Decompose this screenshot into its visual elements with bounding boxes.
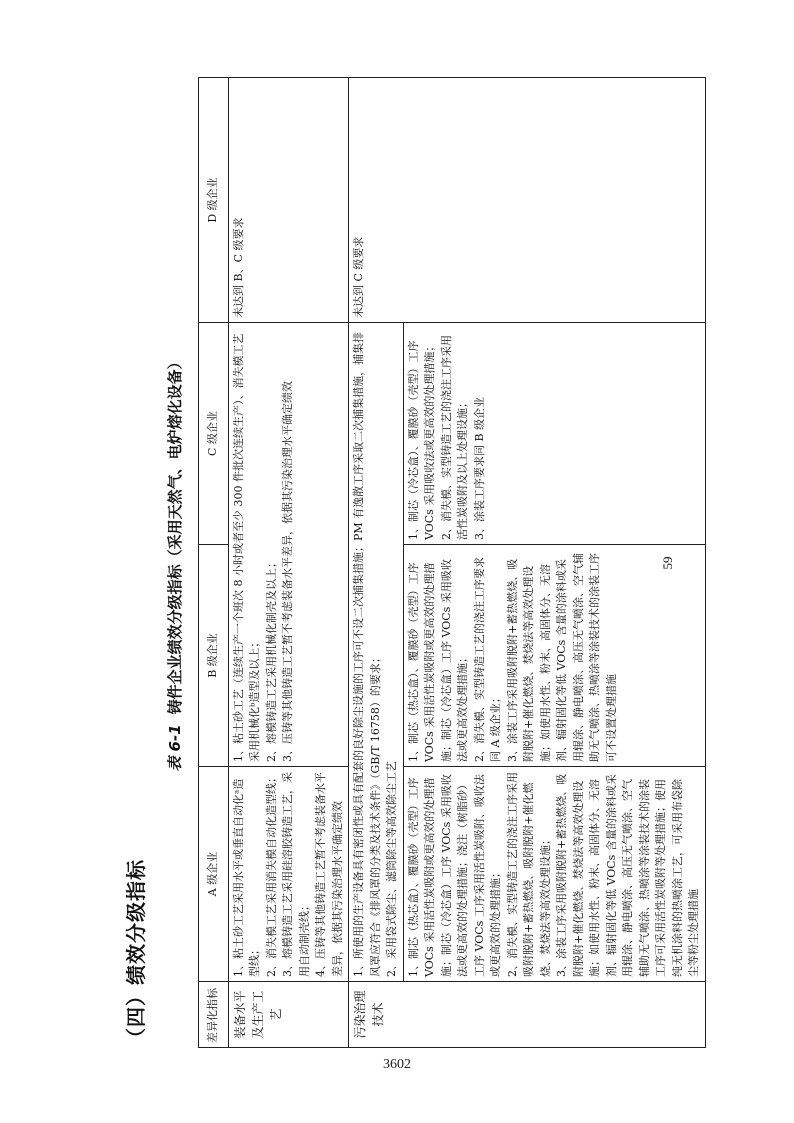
- header-indicator: 差异化指标: [199, 982, 229, 1048]
- row-label-equipment: 装备水平及生产工艺: [228, 982, 349, 1048]
- pollution-c-item: 2、消失模、实型铸造工艺的浇注工序采用活性炭吸附及以上处理设施；: [439, 335, 469, 540]
- table-number: 表 6-1: [166, 724, 184, 772]
- pollution-c-item: 3、涂装工序要求同 B 级企业: [472, 396, 486, 540]
- section-title: （四）绩效分级指标: [124, 859, 148, 1048]
- equipment-a-item: 1、粘土砂工艺采用水平或垂直自动化ᵃ造型线；: [231, 778, 261, 977]
- equipment-b-item: 3、压铸等其他铸造工艺暂不考虑装备水平差异，依据其污染治理水平确定绩效: [281, 381, 294, 762]
- rotated-landscape-content: [120, 78, 700, 1048]
- pollution-b-item: 1、制芯（热芯盒）、覆膜砂（壳型）工序 VOCs 采用活性炭吸附或更高效的处理措施；制芯（冷芯盒）工序 VOCs 采用吸收法或更高效处理措施；: [406, 559, 469, 762]
- table-title-text: 铸件企业绩效分级指标（采用天然气、电炉熔化设备）: [166, 354, 184, 715]
- equipment-a-item: 2、消失模工艺采用消失模自动化造型线；: [264, 772, 278, 977]
- equipment-a-item: 3、熔模铸造工艺采用硅溶胶铸造工艺，采用自动制壳线；: [281, 772, 311, 977]
- pollution-a-item: 3、涂装工序采用吸附脱附+蓄热燃烧、吸附脱附+催化燃烧、焚烧法等高效处理设施；如使用水性、粉末、高固体分、无溶剂、辐射固化等低 VOCs 含量的涂料或采用辊涂、静电喷涂、高压无气喷涂、空气辅助无气喷涂、热喷涂等涂装技术的涂装工序可采用活性炭吸附等处理措施；使用纯无机涂料的热喷涂工艺，可采用布袋除尘等粉尘处理措施: [555, 773, 700, 977]
- pollution-common-item: 2、采用袋式除尘、滤筒除尘等高效除尘工艺: [385, 761, 398, 977]
- pollution-level-d: 未达到 C 级要求: [349, 78, 706, 323]
- header-level-c: C 级企业: [199, 323, 229, 545]
- table-row-equipment: [228, 78, 349, 1048]
- row-label-pollution: 污染治理技术: [349, 982, 706, 1048]
- equipment-level-bc: [228, 323, 349, 767]
- performance-grading-table: [198, 77, 706, 1048]
- header-level-b: B 级企业: [199, 545, 229, 767]
- pollution-b-item: 2、消失模、实型铸造工艺的浇注工序要求同 A 级企业；: [472, 557, 502, 762]
- equipment-b-item: 2、熔模铸造工艺采用机械化制壳及以上；: [264, 557, 278, 762]
- header-level-a: A 级企业: [199, 767, 229, 982]
- equipment-level-d: 未达到 B、C 级要求: [228, 78, 349, 323]
- pollution-b-item: 3、涂装工序采用吸附脱附+蓄热燃烧、吸附脱附+催化燃烧、焚烧法等高效处理设施；如使用水性、粉末、高固体分、无溶剂、辐射固化等低 VOCs 含量的涂料或采用辊涂、静电喷涂、高压无气喷涂、空气辅助无气喷涂、热喷涂等涂装技术的涂装工序可不设置处理措施: [505, 553, 618, 762]
- table-row-pollution-common: [349, 78, 404, 1048]
- equipment-level-a: [228, 767, 349, 982]
- pollution-common-requirements: [349, 323, 404, 982]
- equipment-a-item: 4、压铸等其他铸造工艺暂不考虑装备水平差异，依据其污染治理水平确定绩效: [314, 772, 344, 977]
- pollution-common-item: 1、所使用的生产设备具有密闭性或具有配套的良好除尘设施的工序可不设二次捕集措施；PM 有逸散工序采取二次捕集措施，捕集排风罩应符合《排风罩的分类及技术条件》（GB/T 16758）的要求；: [352, 331, 382, 977]
- inner-page-number: 59: [660, 556, 675, 570]
- table-header-row: [199, 78, 229, 1048]
- page-number: 3602: [383, 1057, 411, 1072]
- pollution-c-item: 1、制芯（冷芯盒）、覆膜砂（壳型）工序 VOCs 采用吸收法或更高效的处理措施；: [406, 340, 436, 540]
- table-title: [164, 78, 185, 1048]
- pollution-a-item: 1、制芯（热芯盒）、覆膜砂（壳型）工序 VOCs 采用活性炭吸附或更高效的处理措施；制芯（冷芯盒）工序 VOCs 采用吸收法或更高效的处理措施；浇注（树脂砂）工序 VOCs 工序采用活性炭吸附、吸收法或更高效的处理措施；: [406, 774, 502, 977]
- equipment-b-item: 1、粘土砂工艺（连续生产一个班次 8 小时或者至少 300 件批次连续生产）、消失模工艺采用机械化ᵇ造型及以上；: [231, 333, 261, 762]
- header-level-d: D 级企业: [199, 78, 229, 323]
- pollution-a-item: 2、消失模、实型铸造工艺的浇注工序采用吸附脱附+蓄热燃烧、吸附脱附+催化燃烧、焚烧法等高效处理设施；: [505, 772, 552, 977]
